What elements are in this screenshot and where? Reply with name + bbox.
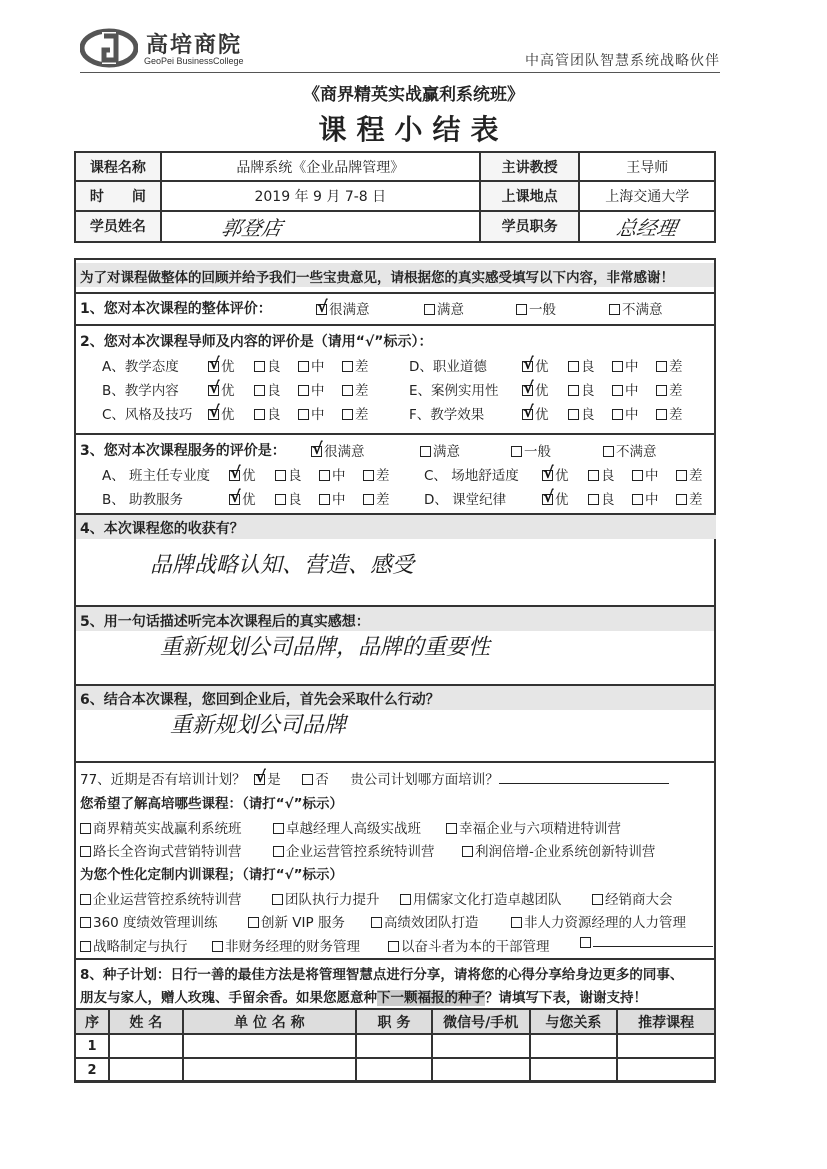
q2-grade-label: 差 [355, 383, 369, 399]
q2-grade-checkbox[interactable] [656, 385, 667, 396]
student-position-label: 学员职务 [480, 211, 580, 242]
q3-grade-checkbox[interactable] [363, 494, 374, 505]
q7-yes-checkbox[interactable] [254, 774, 265, 785]
q3-grade[interactable] [363, 464, 390, 484]
intro-text: 为了对课程做整体的回顾并给予我们一些宝贵意见，请根据您的真实感受填写以下内容，非常感谢！ [80, 270, 674, 286]
q1-option-3-checkbox[interactable] [609, 304, 620, 315]
course-option[interactable] [273, 840, 435, 860]
q1-label: 1、您对本次课程的整体评价： [80, 301, 272, 317]
q7-yes-label: 是 [267, 772, 281, 788]
time-label: 时 间 [75, 181, 161, 210]
q2-grade-label: 差 [355, 407, 369, 423]
inhouse-option-checkbox[interactable] [371, 917, 382, 928]
seed-cell[interactable] [109, 1058, 183, 1082]
inhouse-other-option[interactable] [580, 935, 713, 951]
q2-grade-label: 差 [355, 359, 369, 375]
q3-grade[interactable] [275, 488, 302, 508]
seed-col-header: 单 位 名 称 [183, 1009, 356, 1034]
q3-grade-checkbox[interactable] [632, 470, 643, 481]
seed-plan-text-a: 朋友与家人，赠人玫瑰、手留余香。如果您愿意种 [80, 990, 377, 1006]
inhouse-option[interactable] [511, 911, 686, 931]
q3-grade[interactable] [229, 464, 256, 484]
q2-grade-checkbox[interactable] [612, 361, 623, 372]
q2-grade-checkbox[interactable] [522, 361, 533, 372]
inhouse-option[interactable] [400, 888, 562, 908]
q2-grade-checkbox[interactable] [656, 361, 667, 372]
q2-grade[interactable] [656, 403, 683, 423]
inhouse-option[interactable] [248, 911, 345, 931]
student-name-label: 学员姓名 [75, 211, 161, 242]
q2-row-label: A、教学态度 [102, 359, 179, 375]
seed-cell[interactable] [356, 1058, 432, 1082]
q3-grade-checkbox[interactable] [632, 494, 643, 505]
course-option-checkbox[interactable] [80, 846, 91, 857]
q2-grade[interactable] [208, 355, 235, 375]
inhouse-option[interactable] [80, 911, 218, 931]
q2-grade-label: 中 [625, 407, 639, 423]
lecturer-label: 主讲教授 [480, 152, 580, 181]
q3-grade[interactable] [319, 464, 346, 484]
q2-grade-checkbox[interactable] [612, 385, 623, 396]
q3-grade[interactable] [632, 488, 659, 508]
section-divider [74, 761, 716, 763]
q2-grade-label: 良 [581, 383, 595, 399]
inhouse-option[interactable] [371, 911, 479, 931]
seed-table-header [75, 1009, 715, 1034]
q2-grade-checkbox[interactable] [342, 385, 353, 396]
course-option-checkbox[interactable] [273, 846, 284, 857]
q1-option-1-label: 满意 [437, 302, 464, 318]
q2-grade-checkbox[interactable] [568, 409, 579, 420]
q2-grade-label: 优 [221, 359, 235, 375]
page-header [80, 24, 720, 72]
section-divider [74, 433, 716, 435]
q3-option-3[interactable] [603, 440, 657, 460]
q2-grade[interactable] [342, 355, 369, 375]
inhouse-option-label: 非人力资源经理的人力管理 [524, 915, 686, 931]
q3-grade-checkbox[interactable] [319, 494, 330, 505]
q1-option-0[interactable] [316, 298, 370, 318]
q2-grade[interactable] [298, 403, 325, 423]
q2-grade[interactable] [612, 403, 639, 423]
section-divider [74, 324, 716, 326]
q7-no-label: 否 [315, 772, 329, 788]
inhouse-option-label: 战略制定与执行 [93, 939, 188, 955]
q3-option-0-checkbox[interactable] [311, 446, 322, 457]
q2-grade[interactable] [522, 379, 549, 399]
q2-grade-checkbox[interactable] [612, 409, 623, 420]
q3-grade-checkbox[interactable] [676, 494, 687, 505]
q2-grade-checkbox[interactable] [298, 385, 309, 396]
inhouse-option-label: 360 度绩效管理训练 [93, 915, 218, 931]
q2-grade-label: 优 [221, 383, 235, 399]
q2-grade-checkbox[interactable] [298, 409, 309, 420]
seed-col-header: 与您关系 [530, 1009, 618, 1034]
q3-grade-checkbox[interactable] [275, 494, 286, 505]
seed-plan-text-c: ？请填写下表，谢谢支持！ [485, 990, 647, 1006]
q2-grade-checkbox[interactable] [568, 361, 579, 372]
q3-option-1[interactable] [420, 440, 460, 460]
q2-grade-label: 良 [267, 383, 281, 399]
course-info-table [74, 151, 716, 243]
brand-name-en: GeoPei BusinessCollege [144, 56, 244, 66]
q2-grade-label: 差 [669, 359, 683, 375]
q2-grade[interactable] [254, 403, 281, 423]
q2-grade[interactable] [342, 379, 369, 399]
seed-cell[interactable] [432, 1034, 530, 1058]
q3-grade-checkbox[interactable] [542, 470, 553, 481]
q2-grade[interactable] [522, 355, 549, 375]
q3-grade-checkbox[interactable] [588, 470, 599, 481]
seed-cell[interactable] [617, 1058, 715, 1082]
q2-grade-label: 优 [535, 359, 549, 375]
q3-grade-checkbox[interactable] [319, 470, 330, 481]
q3-label: 3、您对本次课程服务的评价是： [80, 443, 286, 459]
q2-grade-checkbox[interactable] [656, 409, 667, 420]
q3-grade[interactable] [319, 488, 346, 508]
q3-grade-label: 优 [242, 492, 256, 508]
inhouse-option-checkbox[interactable] [592, 894, 603, 905]
inhouse-option-checkbox[interactable] [80, 894, 91, 905]
q2-grade-label: 良 [267, 359, 281, 375]
inhouse-option-label: 用儒家文化打造卓越团队 [413, 892, 562, 908]
q3-grade[interactable] [676, 488, 703, 508]
q2-grade-label: 优 [535, 407, 549, 423]
q3-grade-label: 中 [332, 468, 346, 484]
inhouse-option-label: 经销商大会 [605, 892, 673, 908]
inhouse-other-checkbox[interactable] [580, 937, 591, 948]
inhouse-option-checkbox[interactable] [80, 941, 91, 952]
q7-row [80, 768, 669, 788]
q3-grade-label: 良 [288, 492, 302, 508]
q3-row-label: A、 班主任专业度 [102, 468, 211, 484]
section-divider [74, 292, 716, 294]
q3-option-1-label: 满意 [433, 444, 460, 460]
q3-grade-checkbox[interactable] [229, 470, 240, 481]
seed-cell[interactable] [183, 1058, 356, 1082]
q2-label: 2、您对本次课程导师及内容的评价是（请用“√”标示）： [80, 334, 433, 350]
q2-grade-label: 中 [625, 383, 639, 399]
time-value[interactable]: 2019 年 9 月 7-8 日 [161, 181, 480, 210]
q2-grade[interactable] [298, 355, 325, 375]
q2-grade[interactable] [656, 355, 683, 375]
q7-label: 77、近期是否有培训计划？ [80, 772, 246, 788]
course-option[interactable] [80, 817, 242, 837]
q2-grade-checkbox[interactable] [254, 409, 265, 420]
inhouse-option-checkbox[interactable] [400, 894, 411, 905]
course-option-label: 企业运营管控系统特训营 [286, 844, 435, 860]
q3-grade[interactable] [542, 488, 569, 508]
table-row [75, 1034, 715, 1058]
q2-grade-checkbox[interactable] [522, 409, 533, 420]
header-divider [80, 72, 720, 73]
q2-grade-checkbox[interactable] [208, 361, 219, 372]
q2-grade[interactable] [612, 355, 639, 375]
q3-option-3-checkbox[interactable] [603, 446, 614, 457]
q2-grade-checkbox[interactable] [254, 361, 265, 372]
q2-grade[interactable] [568, 379, 595, 399]
q3-grade-label: 优 [555, 468, 569, 484]
q2-grade[interactable] [208, 379, 235, 399]
q3-row-label: D、 课堂纪律 [424, 492, 507, 508]
document-title: 课程小结表 [318, 113, 509, 146]
q1-option-1[interactable] [424, 298, 464, 318]
q6-label: 6、结合本次课程，您回到企业后，首先会采取什么行动？ [80, 692, 440, 708]
seed-col-header: 序 [75, 1009, 109, 1034]
q3-grade[interactable] [588, 488, 615, 508]
inhouse-option[interactable] [388, 935, 550, 955]
seed-cell[interactable] [530, 1058, 618, 1082]
inhouse-option-checkbox[interactable] [212, 941, 223, 952]
q2-grade-label: 中 [311, 383, 325, 399]
seed-cell[interactable] [530, 1034, 618, 1058]
q5-label: 5、用一句话描述听完本次课程后的真实感想： [80, 614, 370, 630]
q2-grade-label: 差 [669, 407, 683, 423]
q2-grade-label: 优 [221, 407, 235, 423]
q1-option-3[interactable] [609, 298, 663, 318]
q3-grade-label: 中 [645, 492, 659, 508]
course-option[interactable] [80, 840, 242, 860]
place-value[interactable]: 上海交通大学 [579, 181, 715, 210]
q2-row-label: E、案例实用性 [409, 383, 499, 399]
course-option-label: 利润倍增-企业系统创新特训营 [475, 844, 656, 860]
seed-cell[interactable] [432, 1058, 530, 1082]
brand-tagline: 中高管团队智慧系统战略伙伴 [525, 53, 720, 69]
q2-grade-label: 中 [311, 359, 325, 375]
courses-label: 您希望了解高培哪些课程：（请打“√”标示） [80, 796, 343, 812]
inhouse-option-checkbox[interactable] [80, 917, 91, 928]
inhouse-option[interactable] [80, 935, 188, 955]
q6-answer[interactable]: 重新规划公司品牌 [170, 713, 347, 738]
inhouse-option-checkbox[interactable] [272, 894, 283, 905]
q1-option-0-label: 很满意 [329, 302, 370, 318]
q2-grade[interactable] [656, 379, 683, 399]
place-label: 上课地点 [480, 181, 580, 210]
seed-plan-line2 [80, 986, 647, 1006]
q3-option-1-checkbox[interactable] [420, 446, 431, 457]
q7-topic-label: 贵公司计划哪方面培训？ [350, 772, 499, 788]
q2-row-label: D、职业道德 [409, 359, 487, 375]
q2-grade[interactable] [254, 355, 281, 375]
q2-grade-checkbox[interactable] [568, 385, 579, 396]
inhouse-option[interactable] [212, 935, 360, 955]
q3-grade-label: 优 [242, 468, 256, 484]
q3-grade[interactable] [588, 464, 615, 484]
seed-cell[interactable] [183, 1034, 356, 1058]
course-name-label: 课程名称 [75, 152, 161, 181]
q3-grade-checkbox[interactable] [676, 470, 687, 481]
course-option-label: 路长全咨询式营销特训营 [93, 844, 242, 860]
course-option-label: 幸福企业与六项精进特训营 [459, 821, 621, 837]
q3-grade[interactable] [676, 464, 703, 484]
q3-grade-label: 中 [332, 492, 346, 508]
inhouse-option-checkbox[interactable] [511, 917, 522, 928]
q2-grade-checkbox[interactable] [254, 385, 265, 396]
q2-grade[interactable] [342, 403, 369, 423]
course-option[interactable] [462, 840, 655, 860]
q1-option-2-checkbox[interactable] [516, 304, 527, 315]
q1-option-1-checkbox[interactable] [424, 304, 435, 315]
q3-grade-label: 中 [645, 468, 659, 484]
q1-option-2-label: 一般 [529, 302, 556, 318]
q2-grade-label: 良 [581, 407, 595, 423]
lecturer-value[interactable]: 王导师 [579, 152, 715, 181]
inhouse-option-label: 团队执行力提升 [285, 892, 380, 908]
q2-grade-checkbox[interactable] [208, 409, 219, 420]
inhouse-option[interactable] [80, 888, 242, 908]
course-option-checkbox[interactable] [80, 823, 91, 834]
q3-grade[interactable] [632, 464, 659, 484]
seed-cell[interactable] [109, 1034, 183, 1058]
q2-grade[interactable] [612, 379, 639, 399]
course-name-value[interactable]: 品牌系统《企业品牌管理》 [161, 152, 480, 181]
course-option-label: 卓越经理人高级实战班 [286, 821, 421, 837]
q3-grade-label: 差 [689, 468, 703, 484]
q3-grade-label: 差 [376, 468, 390, 484]
q2-grade-checkbox[interactable] [298, 361, 309, 372]
student-position-value[interactable] [579, 211, 715, 242]
q3-grade-checkbox[interactable] [363, 470, 374, 481]
q7-no-checkbox[interactable] [302, 774, 313, 785]
seed-col-header: 推荐课程 [617, 1009, 715, 1034]
q2-grade[interactable] [522, 403, 549, 423]
q4-label: 4、本次课程您的收获有？ [80, 521, 244, 537]
q2-grade-checkbox[interactable] [342, 361, 353, 372]
seed-row-number: 2 [75, 1058, 109, 1082]
q3-option-3-label: 不满意 [616, 444, 657, 460]
inhouse-other-field[interactable] [593, 946, 713, 947]
q3-grade-label: 差 [376, 492, 390, 508]
q3-grade-label: 良 [288, 468, 302, 484]
seed-col-header: 职 务 [356, 1009, 432, 1034]
brand-name-cn: 高培商院 [146, 33, 243, 58]
q2-grade-label: 中 [311, 407, 325, 423]
q2-grade-checkbox[interactable] [208, 385, 219, 396]
seed-row-number: 1 [75, 1034, 109, 1058]
student-name-handwriting: 郭登店 [219, 215, 284, 240]
q3-grade[interactable] [229, 488, 256, 508]
q3-option-2[interactable] [511, 440, 551, 460]
q2-grade-label: 差 [669, 383, 683, 399]
q1-option-0-checkbox[interactable] [316, 304, 327, 315]
q7-topic-field[interactable] [499, 783, 669, 784]
q2-grade[interactable] [208, 403, 235, 423]
q3-grade-label: 良 [601, 492, 615, 508]
seed-cell[interactable] [617, 1034, 715, 1058]
q2-grade[interactable] [568, 355, 595, 375]
inhouse-option-label: 企业运营管控系统特训营 [93, 892, 242, 908]
q4-answer[interactable]: 品牌战略认知、营造、感受 [150, 553, 415, 578]
seed-referral-table [74, 1008, 716, 1083]
q2-grade-checkbox[interactable] [342, 409, 353, 420]
inhouse-option[interactable] [272, 888, 380, 908]
seed-plan-highlight: 下一颗福报的种子 [377, 990, 485, 1006]
q3-row-label: C、 场地舒适度 [424, 468, 519, 484]
inhouse-option-label: 高绩效团队打造 [384, 915, 479, 931]
q2-grade[interactable] [254, 379, 281, 399]
inhouse-option-label: 创新 VIP 服务 [261, 915, 345, 931]
course-option-checkbox[interactable] [446, 823, 457, 834]
course-option-checkbox[interactable] [273, 823, 284, 834]
q2-grade-label: 中 [625, 359, 639, 375]
q3-grade-checkbox[interactable] [275, 470, 286, 481]
section-divider [74, 958, 716, 960]
q2-grade-label: 优 [535, 383, 549, 399]
q5-answer[interactable]: 重新规划公司品牌，品牌的重要性 [160, 635, 491, 660]
q3-grade-checkbox[interactable] [229, 494, 240, 505]
q3-option-0-label: 很满意 [324, 444, 365, 460]
q3-grade-label: 优 [555, 492, 569, 508]
q3-row-label: B、 助教服务 [102, 492, 184, 508]
course-option[interactable] [446, 817, 621, 837]
course-option-label: 商界精英实战赢利系统班 [93, 821, 242, 837]
q3-grade-checkbox[interactable] [542, 494, 553, 505]
course-option-checkbox[interactable] [462, 846, 473, 857]
q2-grade[interactable] [298, 379, 325, 399]
q3-grade-checkbox[interactable] [588, 494, 599, 505]
inhouse-option-label: 以奋斗者为本的干部管理 [401, 939, 550, 955]
seed-plan-line1: 8、种子计划：日行一善的最佳方法是将管理智慧点进行分享，请将您的心得分享给身边更多的同事、 [80, 967, 684, 983]
q2-row-label: C、风格及技巧 [102, 407, 193, 423]
q3-grade[interactable] [275, 464, 302, 484]
q2-grade-label: 良 [581, 359, 595, 375]
inhouse-option-checkbox[interactable] [248, 917, 259, 928]
inhouse-option-checkbox[interactable] [388, 941, 399, 952]
table-row [75, 1058, 715, 1082]
inhouse-option[interactable] [592, 888, 673, 908]
q1-option-3-label: 不满意 [622, 302, 663, 318]
q3-grade[interactable] [542, 464, 569, 484]
q2-grade-checkbox[interactable] [522, 385, 533, 396]
q2-grade[interactable] [568, 403, 595, 423]
q3-grade-label: 良 [601, 468, 615, 484]
q3-option-2-label: 一般 [524, 444, 551, 460]
q2-row-label: F、教学效果 [409, 407, 485, 423]
course-option[interactable] [273, 817, 421, 837]
seed-col-header: 微信号/手机 [432, 1009, 530, 1034]
q2-grade-label: 良 [267, 407, 281, 423]
q2-row-label: B、教学内容 [102, 383, 179, 399]
q3-option-2-checkbox[interactable] [511, 446, 522, 457]
course-title: 《商界精英实战赢利系统班》 [303, 85, 524, 105]
student-position-handwriting: 总经理 [614, 215, 680, 240]
seed-cell[interactable] [356, 1034, 432, 1058]
student-name-value[interactable] [161, 211, 480, 242]
q3-option-0[interactable] [311, 440, 365, 460]
q3-grade[interactable] [363, 488, 390, 508]
seed-col-header: 姓 名 [109, 1009, 183, 1034]
inhouse-label: 为您个性化定制内训课程；（请打“√”标示） [80, 867, 343, 883]
inhouse-option-label: 非财务经理的财务管理 [225, 939, 360, 955]
college-logo-icon [80, 28, 138, 68]
q3-grade-label: 差 [689, 492, 703, 508]
q1-option-2[interactable] [516, 298, 556, 318]
